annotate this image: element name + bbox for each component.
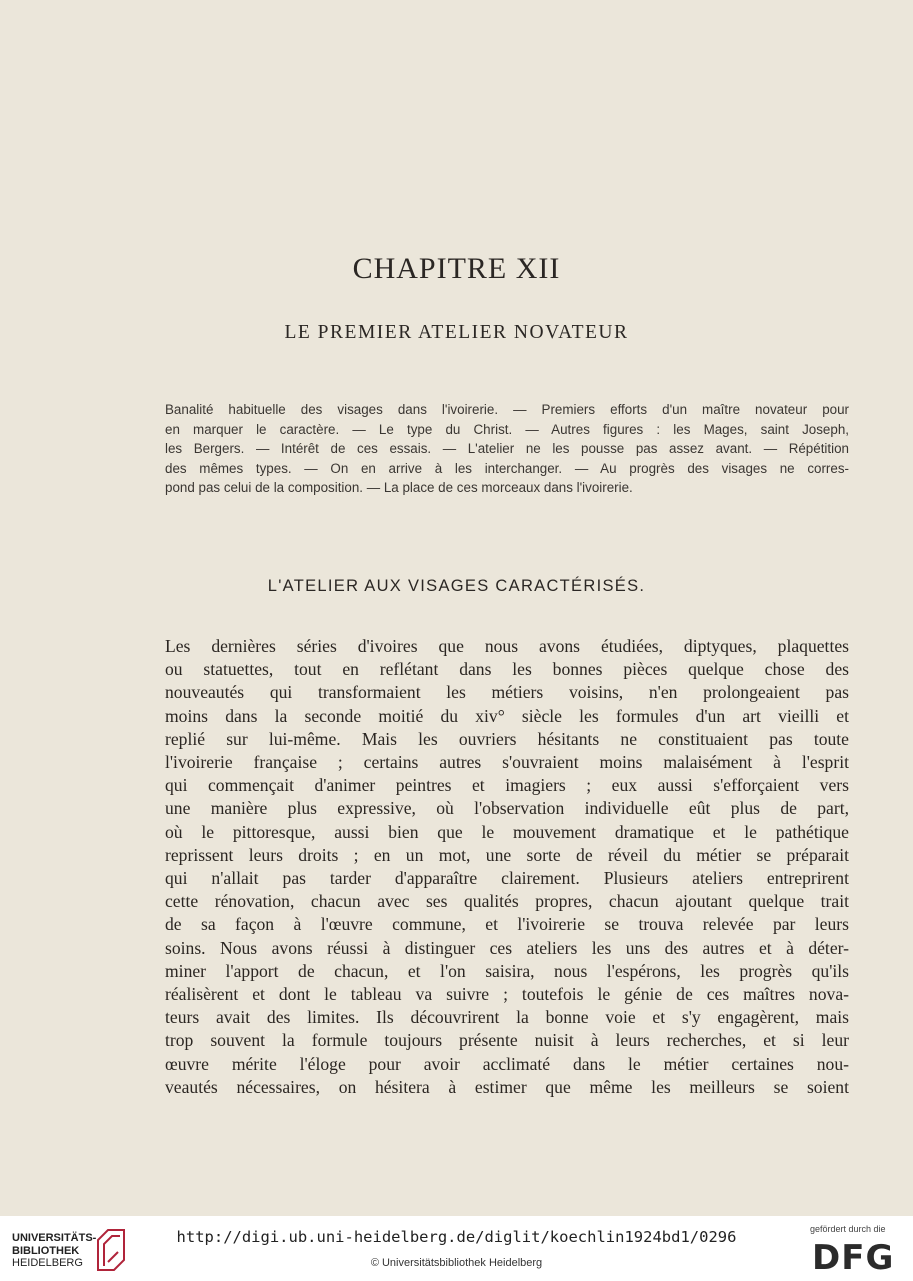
logo-line: BIBLIOTHEK xyxy=(12,1244,80,1257)
summary-line: en marquer le caractère. — Le type du Christ. — Autres figures : les Mages, saint Joseph, xyxy=(165,421,849,437)
body-line: Les dernières séries d'ivoires que nous avons étudiées, diptyques, plaquettes xyxy=(165,636,849,656)
body-line: une manière plus expressive, où l'observation individuelle eût plus de part, xyxy=(165,798,849,819)
funding-note: gefördert durch die xyxy=(810,1224,886,1234)
body-line: cette rénovation, chacun avec ses qualités propres, chacun ajoutant quelque trait xyxy=(165,891,849,912)
body-line: soins. Nous avons réussi à distinguer ces ateliers les uns des autres et à déter- xyxy=(165,937,849,958)
summary-line: Banalité habituelle des visages dans l'ivoirerie. — Premiers efforts d'un maître novateur pour xyxy=(165,402,849,417)
footer-bar xyxy=(0,1216,913,1281)
logo-line: UNIVERSITÄTS- xyxy=(12,1232,97,1244)
body-line: reprissent leurs droits ; en un mot, une sorte de réveil du métier se préparait xyxy=(165,844,849,865)
logo-line: HEIDELBERG xyxy=(12,1257,83,1269)
body-line: de sa façon à l'œuvre commune, et l'ivoirerie se trouva relevée par leurs xyxy=(165,914,849,935)
body-line: trop souvent la formule toujours présente nuisit à leurs recherches, et si leur xyxy=(165,1030,849,1051)
summary-line: des mêmes types. — On en arrive à les interchanger. — Au progrès des visages ne corres- xyxy=(165,460,849,476)
summary-line: les Bergers. — Intérêt de ces essais. — L'atelier ne les pousse pas assez avant. — Répétition xyxy=(165,441,849,457)
summary-line: pond pas celui de la composition. — La place de ces morceaux dans l'ivoirerie. xyxy=(165,480,633,496)
chapter-subtitle: LE PREMIER ATELIER NOVATEUR xyxy=(284,322,629,343)
body-line: qui commençait d'animer peintres et imagiers ; eux aussi s'efforçaient vers xyxy=(165,775,849,796)
chapter-summary xyxy=(165,400,849,498)
body-line: ou statuettes, tout en reflétant dans les bonnes pièces quelque chose des xyxy=(165,659,849,680)
body-line: réalisèrent et dont le tableau va suivre ; toutefois le génie de ces maîtres nova- xyxy=(165,984,849,1005)
body-line: œuvre mérite l'éloge pour avoir acclimaté dans le métier certaines nou- xyxy=(165,1053,849,1074)
body-line: nouveautés qui transformaient les métiers voisins, n'en prolongeaient pas xyxy=(165,682,849,703)
body-line: replié sur lui-même. Mais les ouvriers hésitants ne constituaient pas toute xyxy=(165,728,849,749)
body-line: teurs avait des limites. Ils découvrirent la bonne voie et s'y engagèrent, mais xyxy=(165,1007,849,1028)
body-line: qui n'allait pas tarder d'apparaître clairement. Plusieurs ateliers entreprirent xyxy=(165,868,849,889)
copyright-notice: © Universitätsbibliothek Heidelberg xyxy=(370,1257,543,1269)
body-line: où le pittoresque, aussi bien que le mouvement dramatique et le pathétique xyxy=(165,821,849,842)
dfg-logo[interactable]: DFG xyxy=(812,1238,895,1278)
body-text xyxy=(165,635,849,1099)
permalink-url[interactable]: http://digi.ub.uni-heidelberg.de/diglit/koechlin1924bd1/0296 xyxy=(176,1228,737,1246)
section-title: L'ATELIER AUX VISAGES CARACTÉRISÉS. xyxy=(267,577,646,595)
body-line: veautés nécessaires, on hésitera à estimer que même les meilleurs se soient xyxy=(165,1076,849,1097)
body-line: moins dans la seconde moitié du xiv° siècle les formules d'un art vieilli et xyxy=(165,705,849,726)
chapter-title: CHAPITRE XII xyxy=(352,252,561,285)
body-line: l'ivoirerie française ; certains autres s'ouvraient moins malaisément à l'esprit xyxy=(165,752,849,773)
body-line: miner l'apport de chacun, et l'on saisira, nous l'espérons, les progrès qu'ils xyxy=(165,960,849,981)
